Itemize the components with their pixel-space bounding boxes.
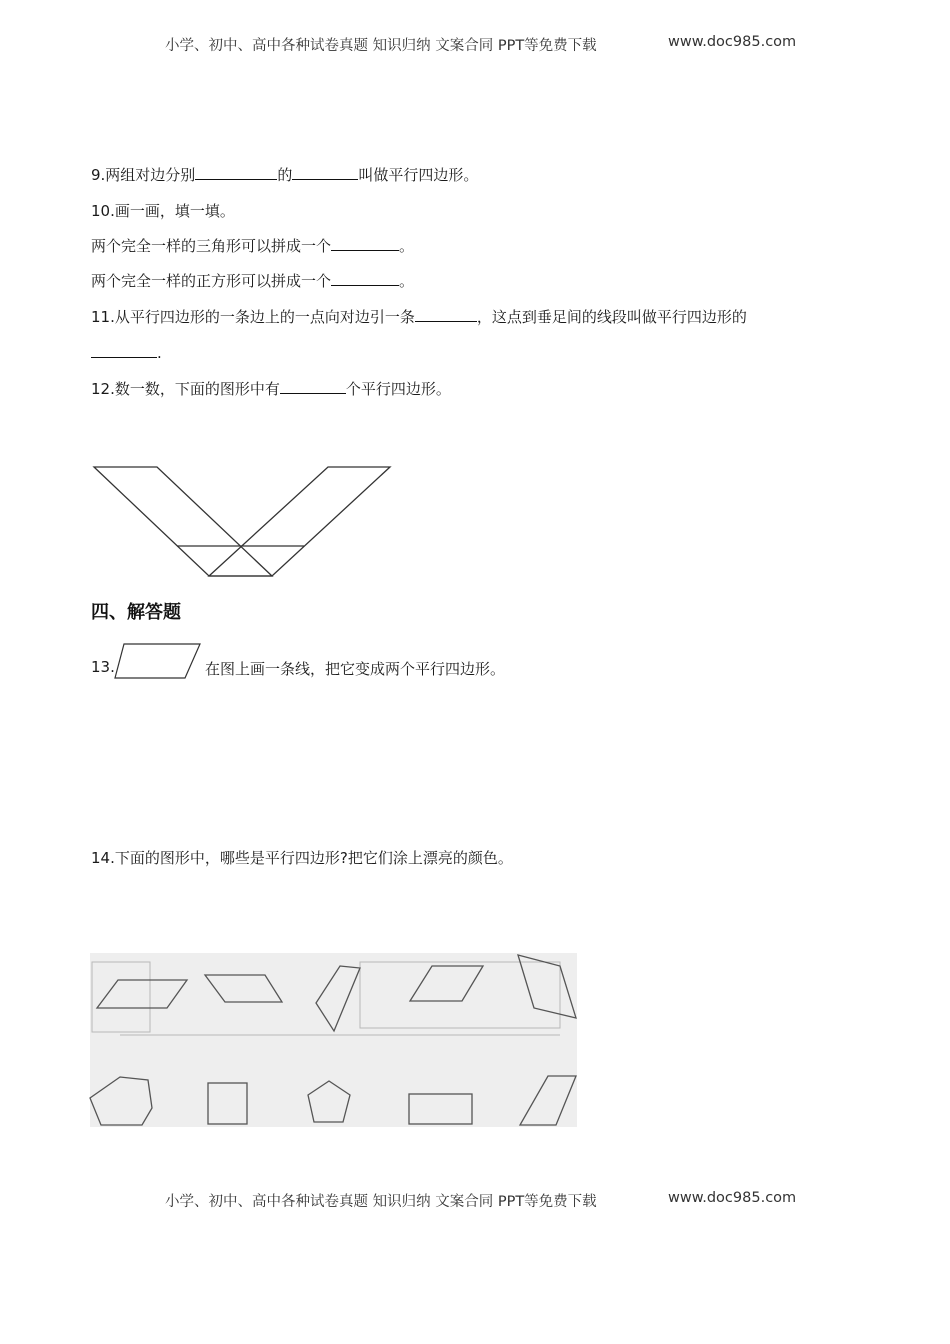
faint-box-left: [92, 962, 150, 1032]
header-text: 小学、初中、高中各种试卷真题 知识归纳 文案合同 PPT等免费下载: [165, 38, 597, 54]
shape-parallelogram-2[interactable]: [205, 975, 282, 1002]
question-10-title: 10.画一画，填一填。: [91, 202, 235, 220]
q9-text-c: 叫做平行四边形。: [358, 166, 479, 184]
footer-text: 小学、初中、高中各种试卷真题 知识归纳 文案合同 PPT等免费下载: [165, 1194, 597, 1210]
question-14: 14.下面的图形中，哪些是平行四边形?把它们涂上漂亮的颜色。: [91, 849, 513, 867]
shape-quadrilateral-3[interactable]: [316, 966, 360, 1031]
shape-parallelogram-5[interactable]: [518, 955, 576, 1018]
question-13-number: 13.: [91, 658, 115, 676]
q10-l2-end: 。: [399, 272, 415, 290]
q10-l1-end: 。: [399, 237, 415, 255]
q10-l2-text: 两个完全一样的正方形可以拼成一个: [91, 272, 332, 290]
shape-parallelogram-1[interactable]: [97, 980, 187, 1008]
question-13-text: 在图上画一条线，把它变成两个平行四边形。: [205, 660, 506, 678]
section-title: 四、解答题: [91, 602, 181, 623]
shape-rectangle[interactable]: [409, 1094, 472, 1124]
shape-parallelogram-6[interactable]: [520, 1076, 576, 1125]
q11-text-b: ，这点到垂足间的线段叫做平行四边形的: [476, 308, 747, 326]
shape-parallelogram-4[interactable]: [410, 966, 483, 1001]
header-url: www.doc985.com: [668, 34, 797, 50]
q11-text-a: 11.从平行四边形的一条边上的一点向对边引一条: [91, 308, 415, 326]
q11-end: .: [157, 344, 162, 362]
q10-l1-text: 两个完全一样的三角形可以拼成一个: [91, 237, 332, 255]
q12-text-a: 12.数一数，下面的图形中有: [91, 380, 280, 398]
shape-hexagon[interactable]: [90, 1077, 152, 1125]
q12-text-b: 个平行四边形。: [345, 380, 451, 398]
q9-text-b: 的: [277, 166, 293, 184]
footer-url: www.doc985.com: [668, 1190, 797, 1206]
shape-pentagon[interactable]: [308, 1081, 350, 1122]
shape-square[interactable]: [208, 1083, 247, 1124]
q9-text-a: 9.两组对边分别: [91, 166, 196, 184]
